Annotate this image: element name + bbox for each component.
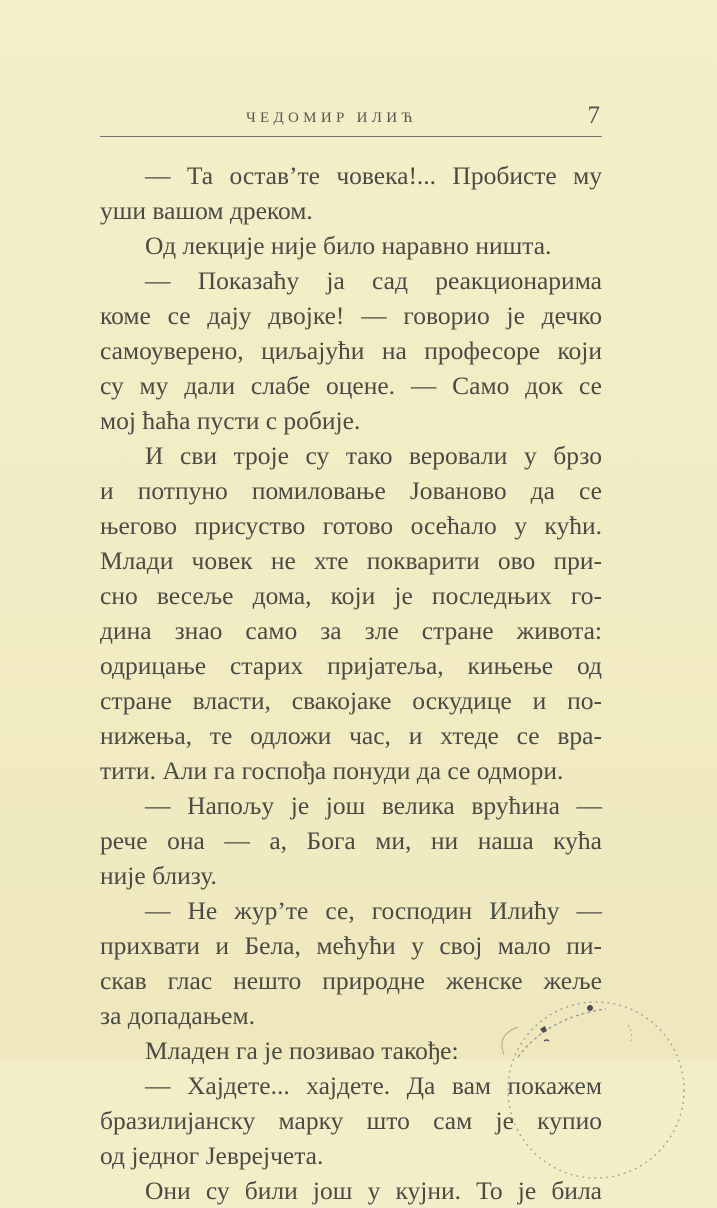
text-line: од једног Јеврејчета. <box>100 1141 324 1170</box>
text-line: коме се дају двојке! — говорио је дечко <box>100 301 602 330</box>
text-line: и потпуно помиловање Јованово да се <box>100 476 602 505</box>
text-line: Млади човек не хте покварити ово при- <box>100 546 602 575</box>
text-line: уши вашом дреком. <box>100 196 313 225</box>
text-line: И сви троје су тако веровали у брзо <box>145 441 602 470</box>
text-line: — Напољу је још велика врућина — <box>145 791 602 820</box>
text-line: — Хајдете... хајдете. Да вам покажем <box>145 1071 602 1100</box>
text-line: бразилијанску марку што сам је купио <box>100 1106 602 1135</box>
text-line: самоуверено, циљајући на професоре који <box>100 336 602 365</box>
text-line: Од лекције није било наравно ништа. <box>145 231 552 260</box>
text-line: дина знао само за зле стране живота: <box>100 616 602 645</box>
text-line: прихвати и Бела, мећући у свој мало пи- <box>100 931 602 960</box>
running-head: ЧЕДОМИР ИЛИЋ <box>246 110 417 126</box>
text-line: — Показаћу ја сад реакционарима <box>145 266 602 295</box>
text-line: нижења, те одложи час, и хтеде се вра- <box>100 721 602 750</box>
text-line: — Не жур’те се, господин Илићу — <box>145 896 602 925</box>
text-line: Младен га је позивао такође: <box>145 1036 459 1065</box>
text-line: мој ћаћа пусти с робије. <box>100 406 361 435</box>
text-line: сно весеље дома, који је последњих го- <box>100 581 602 610</box>
text-line: рече она — а, Бога ми, ни наша кућа <box>100 826 602 855</box>
page-number: 7 <box>587 102 600 129</box>
text-line: тити. Али га госпођа понуди да се одмори. <box>100 756 564 785</box>
text-line: за допадањем. <box>100 1001 256 1030</box>
text-line: — Та остав’те човека!... Пробисте му <box>145 161 602 190</box>
text-line: скав глас нешто природне женске жеље <box>100 966 602 995</box>
text-line: су му дали слабе оцене. — Само док се <box>100 371 602 400</box>
text-line: стране власти, свакојаке оскудице и по- <box>100 686 602 715</box>
text-line: одрицање старих пријатеља, кињење од <box>100 651 602 680</box>
page-header <box>100 102 602 137</box>
text-line: Они су били још у кујни. То је била <box>145 1176 602 1205</box>
body-text <box>100 158 602 1208</box>
text-line: његово присуство готово осећало у кући. <box>100 511 602 540</box>
text-line: није близу. <box>100 861 217 890</box>
